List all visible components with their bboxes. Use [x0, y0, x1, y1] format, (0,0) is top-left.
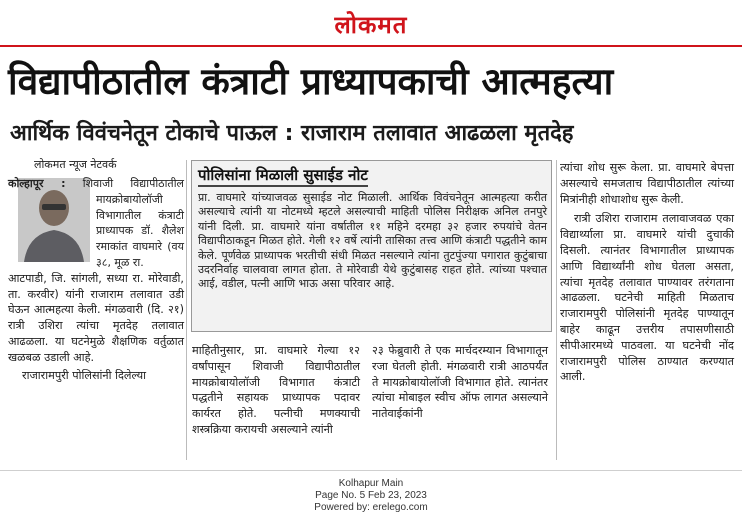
article-text: राजारामपुरी पोलिसांनी दिलेल्या	[22, 368, 146, 382]
column-divider	[556, 160, 557, 460]
article-text: आटपाडी, जि. सांगली, सध्या रा. मोरेवाडी, ता. करवीर) यांनी राजाराम तलावात उडी घेऊन आत्महत्या केली. मंगळवारी (दि. २१) रात्री उशिरा त्यांचा मृतदेह तलावात आढळला. या घटनेमुळे शैक्षणिक वर्तुळात खळबळ उडाली आहे.	[8, 271, 184, 364]
lokmat-logo: लोकमत	[334, 11, 408, 39]
box-title: पोलिसांना मिळाली सुसाईड नोट	[198, 165, 368, 187]
article-headline: विद्यापीठातील कंत्राटी प्राध्यापकाची आत्महत्या	[8, 60, 614, 103]
edition-name: Kolhapur Main	[338, 478, 404, 489]
dateline: कोल्हापूर :	[8, 177, 66, 190]
article-column-1	[8, 176, 184, 385]
article-text: माहितीनुसार, प्रा. वाघमारे गेल्या १२ वर्षांपासून शिवाजी विद्यापीठातील मायक्रोबायोलॉजी विभागात कंत्राटी पद्धतीने सहायक प्राध्यापक पदावर कार्यरत होते. पत्नीची मणक्याची शस्त्रक्रिया करायची असल्याने त्यांनी	[192, 344, 360, 436]
footer-divider	[0, 470, 742, 471]
article-text: त्यांचा शोध सुरू केला. प्रा. वाघमारे बेपत्ता असल्याचे समजताच विद्यापीठातील त्यांच्या मित्रांनीही शोधाशोध सुरू केली.	[560, 161, 734, 206]
article-text-intro: शिवाजी विद्यापीठातील मायक्रोबायोलॉजी विभागातील कंत्राटी प्राध्यापक डॉ. शैलेश रमाकांत वाघमारे (वय ३८, मूळ रा.	[82, 177, 184, 269]
article-text: रात्री उशिरा राजाराम तलावाजवळ एका विद्यार्थ्याला प्रा. वाघमारे यांची दुचाकी दिसली. त्यानंतर विभागातील प्राध्यापक आणि विद्यार्थ्यांनी शोध घेतला असता, त्यांचा मृतदेह तलावात पाण्यावर तरंगताना आढळला. घटनेची माहिती मिळताच राजारामपुरी पोलिसांनी मृतदेह पाण्यातून बाहेर काढून उत्तरीय तपासणीसाठी सीपीआरमध्ये पाठवला. या घटनेची नोंद राजारामपुरी पोलिस ठाण्यात करण्यात आली.	[560, 212, 734, 384]
article-column-3	[372, 343, 548, 424]
article-subheadline: आर्थिक विवंचनेतून टोकाचे पाऊल : राजाराम तलावात आढळला मृतदेह	[10, 121, 574, 146]
page-info: Page No. 5 Feb 23, 2023	[315, 490, 427, 501]
box-body: प्रा. वाघमारे यांच्याजवळ सुसाईड नोट मिळाली. आर्थिक विवंचनेतून आत्महत्या करीत असल्याचे त्यांनी या नोटमध्ये म्हटले असल्याची माहिती पोलिस निरीक्षक अनिल तनपुरे यांनी दिली. प्रा. वाघमारे यांना वर्षातील ११ महिने दरमहा ३२ हजार रुपयांचे वेतन विद्यापीठाकडून मिळत होते. गेली १२ वर्षे त्यांनी तासिका तत्त्व आणि कंत्राटी पद्धतीने काम केले. पूर्णवेळ प्राध्यापक भरतीची संधी मिळत नसल्याने त्यांना तुटपुंज्या पगारात कुटुंबाचा उदरनिर्वाह चालवावा लागत होता. ते मोरेवाडी येथे कुटुंबासह राहत होते. त्यांच्या पश्चात आई, वडील, पत्नी आणि भाऊ असा परिवार आहे.	[198, 191, 547, 291]
article-column-4	[560, 160, 734, 387]
byline: लोकमत न्यूज नेटवर्क	[34, 158, 117, 171]
powered-by: Powered by: erelego.com	[314, 502, 428, 513]
article-text: २३ फेब्रुवारी ते एक मार्चदरम्यान विभागातून रजा घेतली होती. मंगळवारी रात्री आठपर्यंत ते मायक्रोबायोलॉजी विभागात होते. त्यानंतर त्यांचा मोबाइल स्वीच ऑफ लागत असल्याने नातेवाईकांनी	[372, 344, 548, 421]
dateline-block	[8, 176, 184, 271]
top-divider	[0, 45, 742, 47]
suicide-note-box	[191, 160, 552, 332]
column-divider	[186, 160, 187, 460]
article-column-2	[192, 343, 360, 440]
